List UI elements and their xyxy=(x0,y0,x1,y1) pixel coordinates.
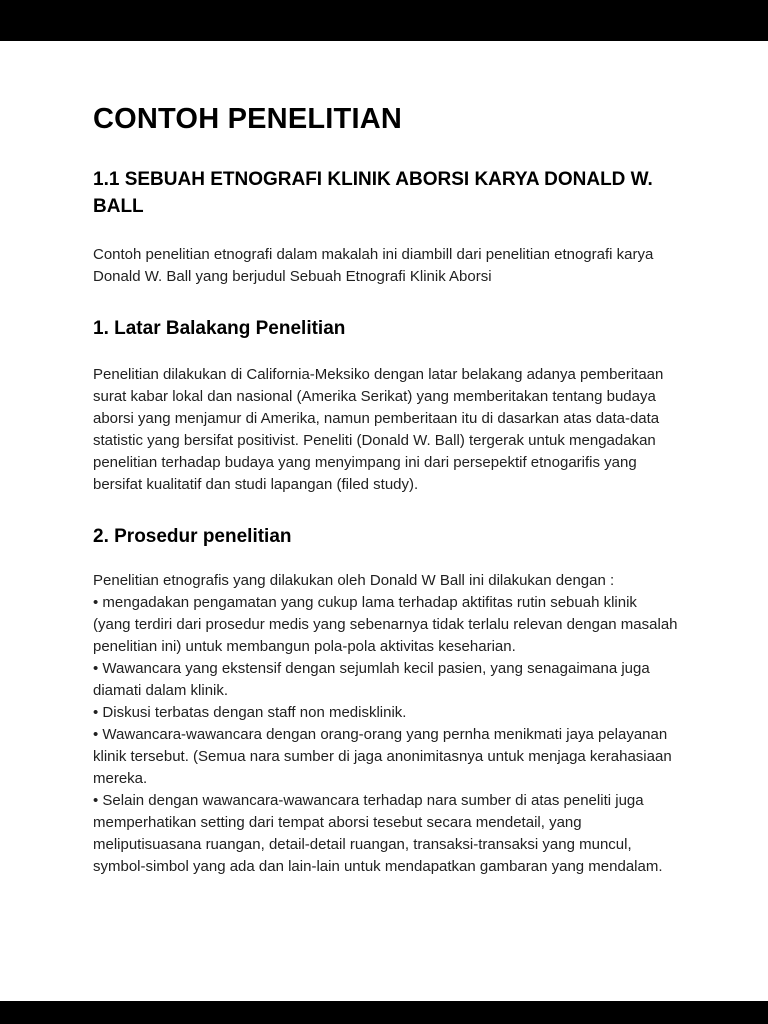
document-title: CONTOH PENELITIAN xyxy=(93,103,402,135)
page-content xyxy=(0,41,768,878)
bullet-item-5: • Selain dengan wawancara-wawancara terhadap nara sumber di atas peneliti juga memperhatikan setting dari tempat aborsi tesebut secara mendetail, yang meliputisuasana ruangan, detail-detail ruangan, transaksi-transaksi yang muncul, symbol-simbol yang ada dan lain-lain untuk mendapatkan gambaran yang mendalam. xyxy=(93,792,663,875)
bullet-item-4: • Wawancara-wawancara dengan orang-orang yang pernha menikmati jaya pelayanan klinik tersebut. (Semua nara sumber di jaga anonimitasnya untuk menjaga kerahasiaan mereka. xyxy=(93,726,672,787)
prosedur-lead: Penelitian etnografis yang dilakukan oleh Donald W Ball ini dilakukan dengan : xyxy=(93,572,615,589)
top-letterbox-bar xyxy=(0,0,768,41)
latar-balakang-paragraph: Penelitian dilakukan di California-Meksiko dengan latar belakang adanya pemberitaan surat kabar lokal dan nasional (Amerika Serikat) yang memberitakan tentang budaya aborsi yang menjamur di Amerika, namun pemberitaan itu di dasarkan atas data-data statistic yang bersifat positivist. Peneliti (Donald W. Ball) tergerak untuk mengadakan penelitian terhadap budaya yang menyimpang ini dari persepektif etnogarifis yang bersifat kualitatif dan studi lapangan (filed study). xyxy=(93,366,664,493)
intro-paragraph: Contoh penelitian etnografi dalam makalah ini diambill dari penelitian etnografi karya Donald W. Ball yang berjudul Sebuah Etnografi Klinik Aborsi xyxy=(93,246,654,285)
section-heading-prosedur: 2. Prosedur penelitian xyxy=(93,526,292,547)
section-heading-latar-balakang: 1. Latar Balakang Penelitian xyxy=(93,318,346,339)
bullet-item-3: • Diskusi terbatas dengan staff non medisklinik. xyxy=(93,704,407,721)
prosedur-body xyxy=(93,570,678,878)
bullet-item-1: • mengadakan pengamatan yang cukup lama terhadap aktifitas rutin sebuah klinik (yang terdiri dari prosedur medis yang sebenarnya tidak terlalu relevan dengan masalah penelitian ini) untuk membangun pola-pola aktivitas keseharian. xyxy=(93,594,678,655)
bullet-item-2: • Wawancara yang ekstensif dengan sejumlah kecil pasien, yang senagaimana juga diamati dalam klinik. xyxy=(93,660,650,699)
section-heading-1-1: 1.1 SEBUAH ETNOGRAFI KLINIK ABORSI KARYA DONALD W. BALL xyxy=(93,169,653,217)
bottom-letterbox-bar xyxy=(0,1001,768,1024)
